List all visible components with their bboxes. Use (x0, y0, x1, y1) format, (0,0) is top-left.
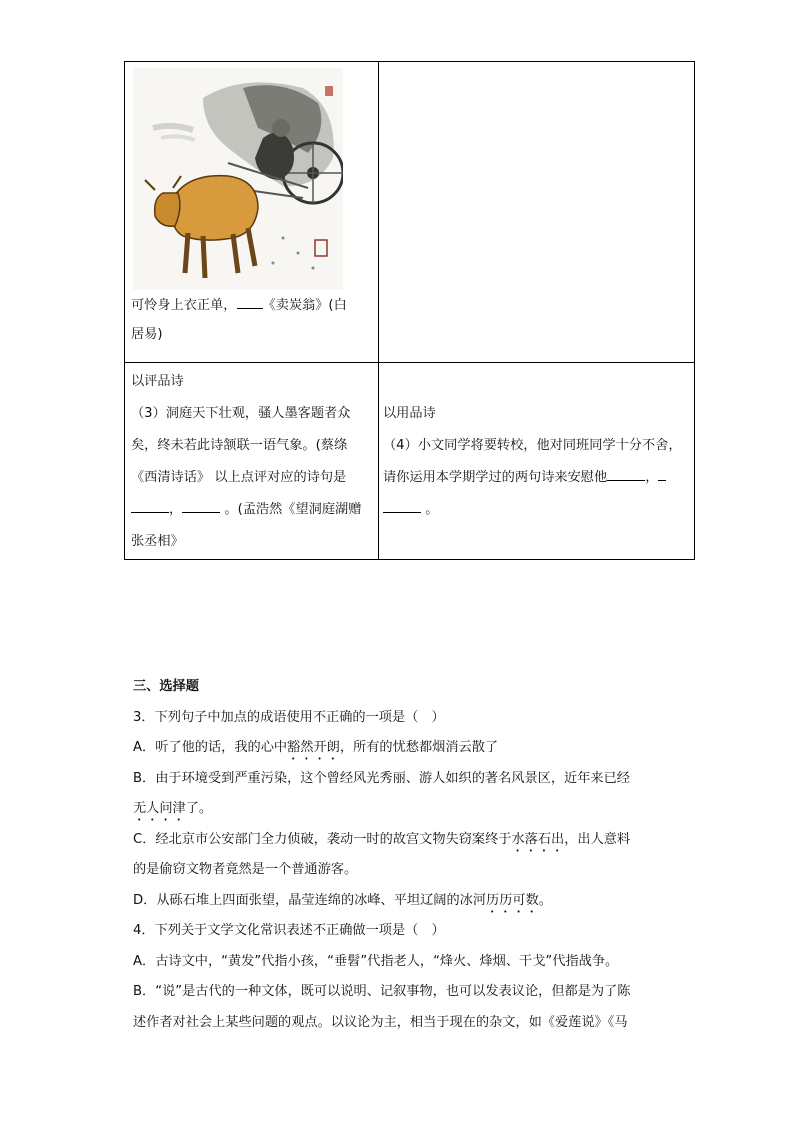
answer-blank[interactable] (607, 464, 645, 481)
table-horizontal-divider (125, 362, 694, 363)
answer-blank[interactable] (131, 496, 169, 513)
cell-text-line: （4）小文同学将要转校，他对同班同学十分不舍， (383, 438, 682, 453)
question-3-stem: 3．下列句子中加点的成语使用不正确的一项是（ ） (133, 709, 445, 725)
cell-text-line: 请你运用本学期学过的两句诗来安慰他 ， (383, 462, 691, 494)
cell-text-line: 。 (383, 494, 691, 526)
answer-blank[interactable] (237, 292, 263, 309)
cell-text-line: 张丞相》 (131, 534, 184, 549)
question-4-option-b[interactable]: B．“说”是古代的一种文体，既可以说明、记叙事物，也可以发表议论，但都是为了陈 (133, 984, 631, 999)
table-cell-painting (131, 66, 375, 360)
answer-blank[interactable] (383, 496, 421, 513)
cell-text-line: 《西清诗话》 以上点评对应的诗句是 (131, 470, 347, 485)
ox-cart-painting-image (133, 68, 343, 290)
question-3-option-c-cont[interactable]: 的是偷窃文物者竟然是一个普通游客。 (133, 862, 358, 877)
table-cell-critique (131, 366, 375, 558)
question-4-option-a[interactable]: A．古诗文中，“黄发”代指小孩，“垂髫”代指老人，“烽火、烽烟、干戈”代指战争。 (133, 953, 619, 969)
multiple-choice-section (133, 672, 693, 1038)
question-3-option-c[interactable]: C．经北京市公安部门全力侦破，袭动一时的故宫文物失窃案终于水落石出，出人意料 (133, 831, 631, 847)
poem-line-1: 可怜身上衣正单， 《卖炭翁》(白 (131, 290, 375, 322)
question-3-option-b-cont[interactable]: 无人问津了。 (133, 801, 213, 816)
table-vertical-divider (378, 62, 379, 559)
question-3-option-b[interactable]: B．由于环境受到严重污染，这个曾经风光秀丽、游人如织的著名风景区，近年来已经 (133, 770, 630, 786)
question-3-option-a[interactable]: A．听了他的话，我的心中豁然开朗，所有的忧愁都烟消云散了 (133, 740, 499, 755)
question-4-stem: 4．下列关于文学文化常识表述不正确做一项是（ ） (133, 923, 445, 938)
cell-heading: 以评品诗 (131, 374, 184, 389)
cell-text-line: ， 。(孟浩然《望洞庭湖赠 (131, 494, 375, 526)
question-4-option-b-cont[interactable]: 述作者对社会上某些问题的观点。以议论为主，相当于现在的杂文，如《爱莲说》《马 (133, 1014, 628, 1030)
cell-heading: 以用品诗 (383, 406, 436, 421)
answer-blank[interactable] (658, 464, 666, 481)
cell-text-line: （3）洞庭天下壮观，骚人墨客题者众 (131, 406, 351, 421)
table-cell-empty (383, 66, 691, 360)
section-title: 三、选择题 (133, 679, 199, 694)
question-3-option-d[interactable]: D．从砾石堆上四面张望，晶莹连绵的冰峰、平坦辽阔的冰河历历可数。 (133, 892, 552, 908)
answer-blank[interactable] (182, 496, 220, 513)
cell-text-line: 矣，终未若此诗颔联一语气象。(蔡绦 (131, 438, 348, 453)
poem-line-2: 居易) (131, 327, 163, 342)
poetry-table (124, 61, 695, 560)
table-cell-application (383, 366, 691, 558)
